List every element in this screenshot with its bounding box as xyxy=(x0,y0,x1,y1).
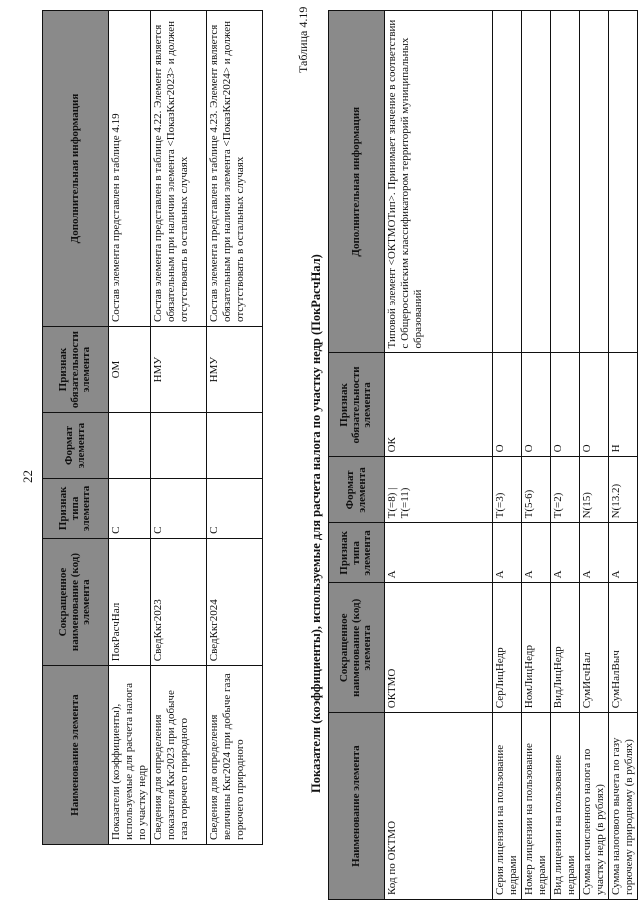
cell-code: СумИсчНал xyxy=(580,583,609,713)
cell-name: Сумма исчисленного налога по участку недр (в рублях) xyxy=(580,713,609,900)
cell-required: О xyxy=(580,353,609,457)
header-name: Наименование элемента xyxy=(43,666,109,845)
table-row xyxy=(493,11,522,900)
table2-title: Показатели (коэффициенты), используемые для расчета налога по участку недр (ПокРасчНал) xyxy=(309,254,323,793)
header-info: Дополнительная информация xyxy=(329,11,385,353)
cell-name: Сведения для определения величины Ккг2024 при добыче газа горючего природного xyxy=(207,666,263,845)
cell-code: СерЛицНедр xyxy=(493,583,522,713)
cell-code: ОКТМО xyxy=(385,583,493,713)
cell-type: С xyxy=(109,478,151,538)
cell-type: А xyxy=(493,523,522,583)
cell-format: N(15) xyxy=(580,457,609,523)
cell-required: Н xyxy=(609,353,638,457)
cell-type: С xyxy=(207,478,263,538)
cell-required: НМУ xyxy=(151,327,207,413)
table-row xyxy=(207,11,263,845)
table-row xyxy=(151,11,207,845)
header-info: Дополнительная информация xyxy=(43,11,109,327)
cell-name: Номер лицензии на пользование недрами xyxy=(522,713,551,900)
cell-format: T(5-6) xyxy=(522,457,551,523)
cell-info: Типовой элемент <ОКТМОТип>. Принимает значение в соответствии с Общероссийским классификатором территорий муниципальных образований xyxy=(385,11,493,353)
header-name: Наименование элемента xyxy=(329,713,385,900)
cell-format: T(=3) xyxy=(493,457,522,523)
cell-code: СведКкг2024 xyxy=(207,538,263,665)
table-row xyxy=(522,11,551,900)
table2-header-row xyxy=(329,11,385,900)
cell-code: ВидЛицНедр xyxy=(551,583,580,713)
cell-info xyxy=(551,11,580,353)
cell-type: А xyxy=(551,523,580,583)
cell-info: Состав элемента представлен в таблице 4.22. Элемент является обязательным при наличии элемента <ПоказКкг2023> и должен отсутствовать в остальных случаях xyxy=(151,11,207,327)
cell-name: Серия лицензии на пользование недрами xyxy=(493,713,522,900)
cell-name: Сумма налогового вычета по газу горючему природному (в рублях) xyxy=(609,713,638,900)
cell-format xyxy=(109,413,151,479)
cell-format: N(13.2) xyxy=(609,457,638,523)
table-row xyxy=(609,11,638,900)
page-number: 22 xyxy=(20,470,35,483)
header-format: Формат элемента xyxy=(43,413,109,479)
cell-info: Состав элемента представлен в таблице 4.19 xyxy=(109,11,151,327)
cell-required: О xyxy=(522,353,551,457)
header-type: Признак типа элемента xyxy=(43,478,109,538)
cell-type: А xyxy=(385,523,493,583)
cell-name: Код по ОКТМО xyxy=(385,713,493,900)
cell-format: T(=2) xyxy=(551,457,580,523)
cell-required: ОМ xyxy=(109,327,151,413)
cell-required: НМУ xyxy=(207,327,263,413)
table-elements-tax-calc xyxy=(328,10,638,900)
cell-name: Вид лицензии на пользование недрами xyxy=(551,713,580,900)
header-required: Признак обязательности элемента xyxy=(329,353,385,457)
table-row xyxy=(580,11,609,900)
cell-type: С xyxy=(151,478,207,538)
cell-code: СведКкг2023 xyxy=(151,538,207,665)
cell-format xyxy=(151,413,207,479)
header-code: Сокращенное наименование (код) элемента xyxy=(43,538,109,665)
header-code: Сокращенное наименование (код) элемента xyxy=(329,583,385,713)
cell-name: Показатели (коэффициенты), используемые для расчета налога по участку недр xyxy=(109,666,151,845)
cell-info xyxy=(493,11,522,353)
cell-type: А xyxy=(609,523,638,583)
cell-code: СумНалВыч xyxy=(609,583,638,713)
cell-info xyxy=(609,11,638,353)
table-number-label: Таблица 4.19 xyxy=(296,6,310,73)
header-format: Формат элемента xyxy=(329,457,385,523)
cell-type: А xyxy=(580,523,609,583)
cell-format: T(=8) | T(=11) xyxy=(385,457,493,523)
cell-code: НомЛицНедр xyxy=(522,583,551,713)
header-type: Признак типа элемента xyxy=(329,523,385,583)
cell-format xyxy=(207,413,263,479)
table-row xyxy=(551,11,580,900)
cell-info xyxy=(522,11,551,353)
cell-type: А xyxy=(522,523,551,583)
cell-required: ОК xyxy=(385,353,493,457)
table1-header-row xyxy=(43,11,109,845)
cell-name: Сведения для определения показателя Ккг2023 при добыче газа горючего природного xyxy=(151,666,207,845)
table-row xyxy=(109,11,151,845)
table-row xyxy=(385,11,493,900)
cell-code: ПокРасчНал xyxy=(109,538,151,665)
cell-required: О xyxy=(551,353,580,457)
cell-info xyxy=(580,11,609,353)
cell-required: О xyxy=(493,353,522,457)
cell-info: Состав элемента представлен в таблице 4.23. Элемент является обязательным при наличии элемента <ПоказКкг2024> и должен отсутствовать в остальных случаях xyxy=(207,11,263,327)
table-elements-main xyxy=(42,10,263,845)
header-required: Признак обязательности элемента xyxy=(43,327,109,413)
